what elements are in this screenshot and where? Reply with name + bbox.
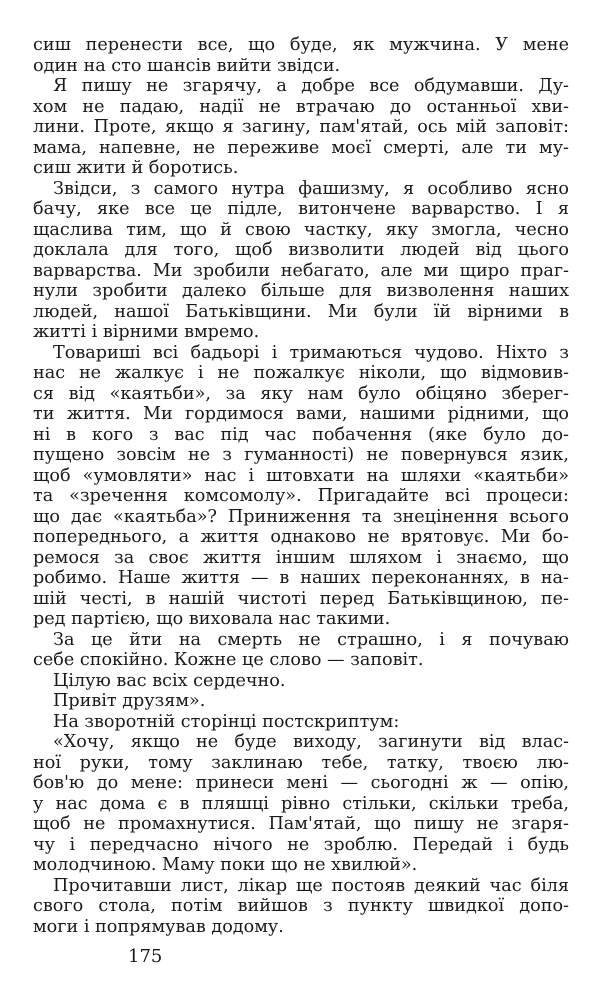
text-line: та «зречення комсомолу». Пригадайте всі процеси: (33, 486, 569, 506)
text-line: людей, нашої Батьківщини. Ми були їй вірними в (33, 301, 569, 322)
text-line: щоб не промахнутися. Пам'ятай, що пишу не згаря- (33, 814, 569, 834)
text-line: ної руки, тому заклинаю тебе, татку, твоєю лю- (33, 752, 569, 773)
text-line: доклала для того, щоб визволити людей від цього (33, 240, 569, 260)
text-line: моги і попрямував додому. (33, 916, 284, 937)
paragraph (33, 76, 569, 179)
text-line: ремося за своє життя іншим шляхом і знаємо, що (33, 547, 569, 568)
text-line: ти життя. Ми гордимося вами, нашими рідними, що (33, 404, 569, 424)
text-line: На зворотній сторінці постскриптум: (53, 711, 400, 732)
text-line: попереднього, а життя однаково не врятовує. Ми бо- (33, 527, 569, 547)
text-line: Цілую вас всіх сердечно. (53, 670, 286, 691)
text-line: нули зробити далеко більше для визволення наших (33, 281, 569, 301)
text-line: ся від «каятьби», за яку нам було обіцяно зберег- (33, 383, 569, 404)
text-line: робимо. Наше життя — в наших переконаннях, в на- (33, 568, 569, 588)
text-line: один на сто шансів вийти звідси. (33, 55, 341, 76)
text-line: бов'ю до мене: принеси мені — сьогодні ж — опію, (33, 773, 569, 793)
paragraph (33, 691, 569, 712)
paragraph (33, 671, 569, 692)
text-line: варварства. Ми зробили небагато, але ми щиро праг- (33, 260, 569, 281)
text-line: ред партією, що виховала нас такими. (33, 609, 391, 629)
text-line: житті і вірними вмремо. (33, 322, 260, 342)
paragraph (33, 630, 569, 671)
text-line: Звідси, з самого нутра фашизму, я особливо ясно (53, 178, 569, 199)
text-line: себе спокійно. Кожне це слово — заповіт. (33, 650, 424, 670)
text-line: лини. Проте, якщо я загину, пам'ятай, ось мій заповіт: (33, 117, 569, 137)
paragraph (33, 732, 569, 876)
page-body-text (33, 35, 569, 937)
text-line: свого стола, потім вийшов з пункту швидкої допо- (33, 896, 569, 916)
text-line: щоб «умовляти» нас і штовхати на шляхи «каятьби» (33, 465, 569, 486)
text-line: За це йти на смерть не страшно, і я почуваю (53, 629, 569, 650)
text-line: Я пишу не згарячу, а добре все обдумавши. Ду- (53, 76, 569, 96)
text-line: бачу, яке все це підле, витончене варварство. І я (33, 199, 569, 219)
text-line: пущено зовсім не з гуманності) не повернувся язик, (33, 445, 569, 465)
text-line: «Хочу, якщо не буде виходу, загинути від влас- (53, 732, 569, 752)
text-line: мама, напевне, не переживе моєї смерті, але ти му- (33, 137, 569, 158)
paragraph (33, 35, 569, 76)
paragraph (33, 179, 569, 343)
page-number: 175 (128, 946, 163, 967)
text-line: що дає «каятьба»? Приниження та знецінення всього (33, 506, 569, 527)
text-line: Привіт друзям». (53, 691, 206, 711)
text-line: шій честі, в нашій чистоті перед Батьківщиною, пе- (33, 588, 569, 609)
paragraph (33, 712, 569, 733)
text-line: хом не падаю, надії не втрачаю до останньої хви- (33, 96, 569, 117)
text-line: сиш жити й боротись. (33, 158, 239, 178)
paragraph (33, 343, 569, 630)
text-line: Прочитавши лист, лікар ще постояв деякий час біля (53, 875, 569, 896)
text-line: сиш перенести все, що буде, як мужчина. У мене (33, 35, 569, 55)
text-line: молодчиною. Маму поки що не хвилюй». (33, 855, 418, 875)
text-line: чу і передчасно нічого не зроблю. Передай і будь (33, 834, 569, 855)
text-line: ні в кого з вас під час побачення (яке було до- (33, 424, 569, 445)
paragraph (33, 876, 569, 938)
text-line: у нас дома є в пляшці рівно стільки, скільки треба, (33, 793, 569, 814)
text-line: Товариші всі бадьорі і тримаються чудово. Ніхто з (53, 342, 569, 363)
text-line: нас не жалкує і не пожалкує ніколи, що відмовив- (33, 363, 569, 383)
text-line: щаслива тим, що й свою частку, яку змогла, чесно (33, 219, 569, 240)
